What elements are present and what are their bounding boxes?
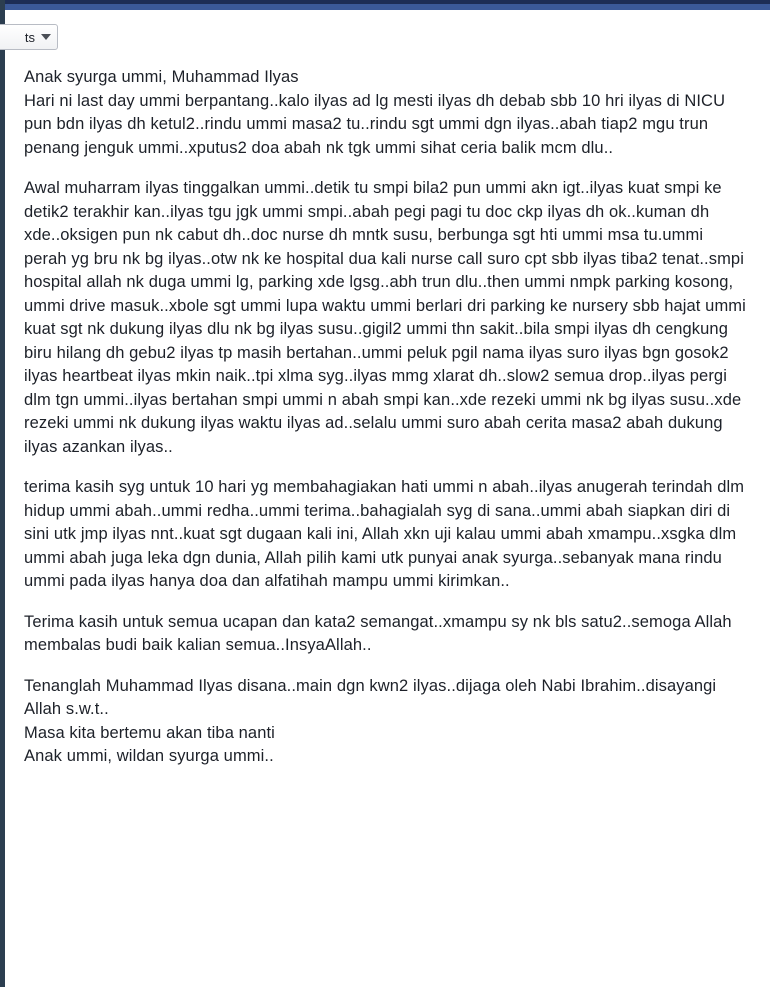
post-paragraph: Awal muharram ilyas tinggalkan ummi..detik tu smpi bila2 pun ummi akn igt..ilyas kuat smpi ke detik2 terakhir kan..ilyas tgu jgk ummi smpi..abah pegi pagi tu doc ckp ilyas dh ok..kuman dh xde..oksigen pun nk cabut dh..doc nurse dh mntk susu, berbunga sgt hti ummi msa tu.ummi perah yg bru nk bg ilyas..otw nk ke hospital dua kali nurse call suro cpt sbb ilyas tiba2 tenat..smpi hospital allah nk duga ummi lg, parking xde lgsg..abh trun dlu..then ummi nmpk parking kosong, ummi drive masuk..xbole sgt ummi lupa waktu ummi berlari dri parking ke nursery sbb hajat ummi kuat sgt nk dukung ilyas dlu nk bg ilyas susu..gigil2 ummi thn sakit..bila smpi ilyas dh cengkung biru hilang dh gebu2 ilyas tp masih bertahan..ummi peluk pgil nama ilyas suro ilyas bgn gosok2 ilyas heartbeat ilyas mkin naik..tpi xlma syg..ilyas mmg xlarat dh..slow2 semua drop..ilyas pergi dlm tgn ummi..ilyas bertahan smpi ummi n abah smpi kan..xde rezeki ummi nk bg ilyas susu..xde rezeki ummi nk dukung ilyas waktu ilyas ad..selalu ummi suro abah cerita masa2 abah dukung ilyas azankan ilyas..	[24, 179, 746, 456]
post-paragraph: Hari ni last day ummi berpantang..kalo ilyas ad lg mesti ilyas dh debab sbb 10 hri ilyas di NICU pun bdn ilyas dh ketul2..rindu ummi masa2 tu..rindu sgt ummi dgn ilyas..abah tiap2 mgu trun penang jenguk ummi..xputus2 doa abah nk tgk ummi sihat ceria balik mcm dlu..	[24, 91, 726, 157]
chevron-down-icon	[41, 34, 51, 40]
comments-sort-dropdown[interactable]	[0, 24, 58, 50]
post-message-text	[24, 66, 750, 769]
post-paragraph: Masa kita bertemu akan tiba nanti	[24, 723, 275, 742]
post-paragraph: terima kasih syg untuk 10 hari yg membahagiakan hati ummi n abah..ilyas anugerah terindah dlm hidup ummi abah..ummi redha..ummi terima..bahagialah syg di sana..ummi abah siapkan diri di sini utk jmp ilyas nnt..kuat sgt dugaan kali ini, Allah xkn uji kalau ummi abah xmampu..xsgka dlm ummi abah juga leka dgn dunia, Allah pilih kami utk punyai anak syurga..sebanyak mana rindu ummi pada ilyas hanya doa dan alfatihah mampu ummi kirimkan..	[24, 478, 745, 590]
comments-sort-label: ts	[24, 29, 35, 45]
post-paragraph: Tenanglah Muhammad Ilyas disana..main dgn kwn2 ilyas..dijaga oleh Nabi Ibrahim..disayangi Allah s.w.t..	[24, 676, 717, 718]
post-paragraph: Anak syurga ummi, Muhammad Ilyas	[24, 68, 299, 86]
post-paragraph: Terima kasih untuk semua ucapan dan kata2 semangat..xmampu sy nk bls satu2..semoga Allah membalas budi baik kalian semua..InsyaAllah..	[24, 612, 732, 654]
left-edge-strip	[0, 0, 5, 990]
app-header-bar	[0, 4, 772, 10]
post-paragraph: Anak ummi, wildan syurga ummi..	[24, 747, 274, 765]
